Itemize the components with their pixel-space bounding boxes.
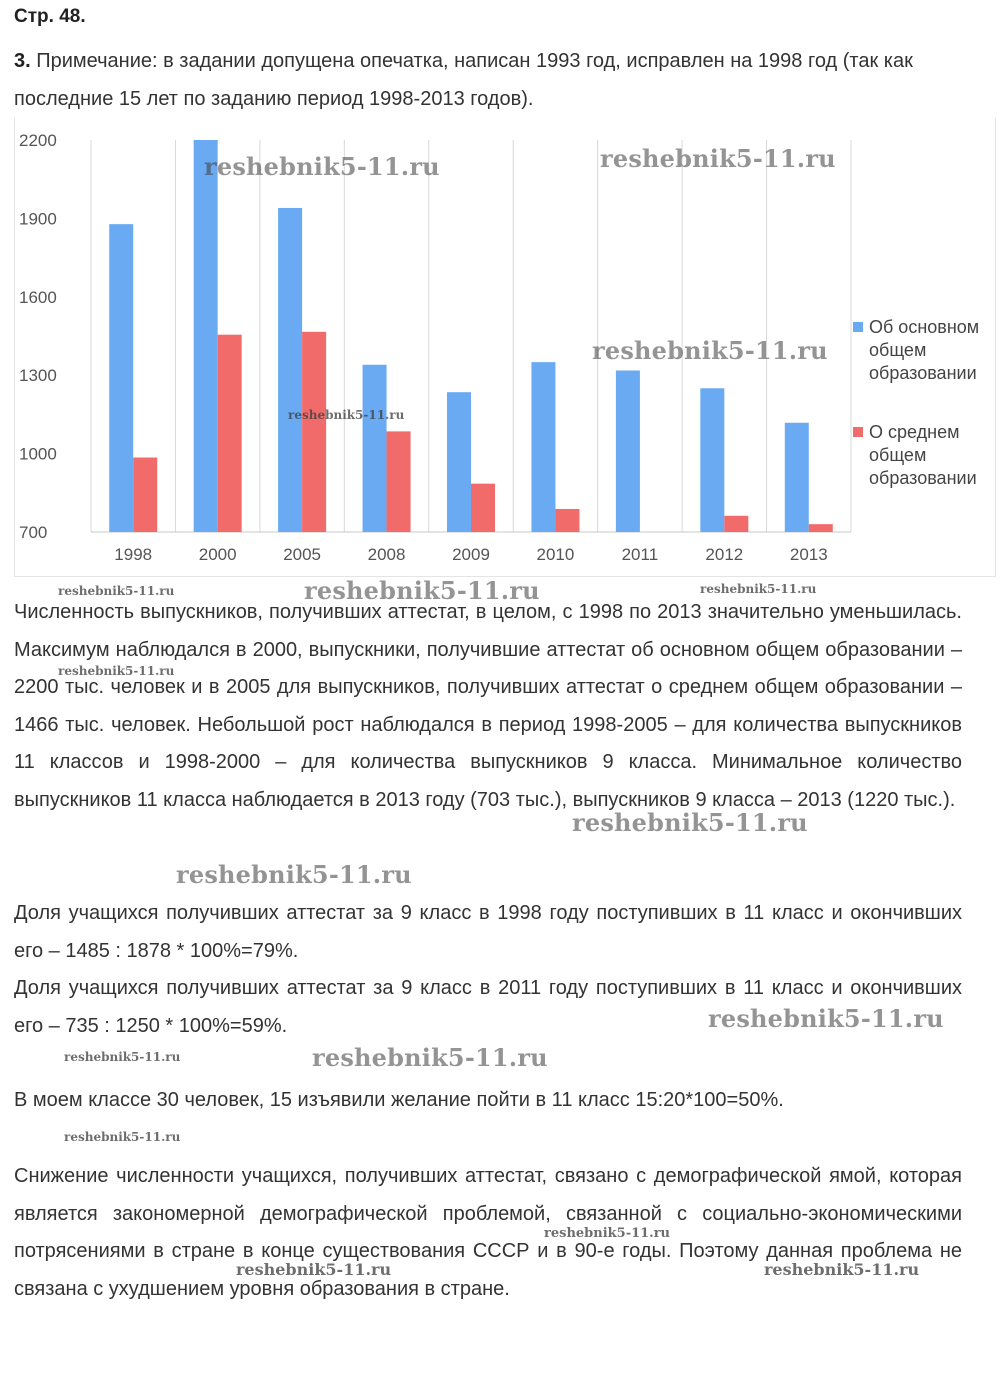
watermark: reshebnik5-11.ru — [708, 1004, 944, 1033]
chart-legend — [853, 316, 993, 526]
watermark: reshebnik5-11.ru — [600, 144, 836, 173]
x-tick-label: 1998 — [114, 545, 153, 564]
x-tick-label: 2009 — [452, 545, 490, 564]
bar-basic — [278, 208, 302, 532]
bar-basic — [363, 365, 387, 532]
legend-item-basic — [853, 316, 993, 385]
watermark: reshebnik5-11.ru — [572, 808, 808, 837]
x-tick-label: 2008 — [367, 545, 406, 564]
bar-secondary — [302, 332, 326, 532]
bar-secondary — [724, 516, 748, 532]
x-tick-label: 2010 — [536, 545, 575, 564]
bar-secondary — [555, 509, 579, 532]
bar-chart — [14, 118, 996, 577]
bar-basic — [447, 392, 471, 532]
x-tick-label: 2013 — [789, 545, 828, 564]
task-number: 3. — [14, 50, 31, 72]
bar-secondary — [133, 458, 157, 532]
bar-basic — [109, 224, 133, 532]
watermark: reshebnik5-11.ru — [236, 1260, 392, 1279]
x-tick-label: 2011 — [621, 545, 659, 564]
paragraph-my-class: В моем классе 30 человек, 15 изъявили желание пойти в 11 класс 15:20*100=50%. — [14, 1089, 784, 1111]
legend-item-secondary — [853, 421, 993, 490]
watermark: reshebnik5-11.ru — [58, 664, 175, 678]
watermark: reshebnik5-11.ru — [700, 582, 817, 596]
watermark: reshebnik5-11.ru — [204, 152, 440, 181]
bar-basic — [616, 370, 640, 532]
bar-basic — [194, 140, 218, 532]
bar-secondary — [809, 524, 833, 532]
x-tick-label: 2012 — [705, 545, 744, 564]
bar-basic — [531, 362, 555, 532]
watermark: reshebnik5-11.ru — [764, 1260, 920, 1279]
bar-chart-svg — [15, 118, 995, 576]
paragraph-conclusion: Снижение численности учащихся, получивших аттестат, связано с демографической ямой, которая является закономерной демографической проблемой, связанной с социально-экономическими потрясениями в стране в конце существования СССР и в 90-е годы. Поэтому данная проблема не связана с ухудшением уровня образования в стране. — [14, 1165, 962, 1300]
legend-swatch-basic — [853, 322, 863, 332]
bar-secondary — [471, 484, 495, 532]
task-note-text: Примечание: в задании допущена опечатка, написан 1993 год, исправлен на 1998 год (так как последние 15 лет по заданию период 1998-2013 годов). — [14, 50, 913, 110]
bar-basic — [785, 423, 809, 532]
watermark: reshebnik5-11.ru — [64, 1050, 181, 1064]
y-tick-label: 2200 — [19, 131, 57, 150]
bar-basic — [700, 388, 724, 532]
watermark: reshebnik5-11.ru — [64, 1130, 181, 1144]
watermark: reshebnik5-11.ru — [58, 584, 175, 598]
y-tick-label: 1900 — [19, 209, 57, 229]
paragraph-share-2011: Доля учащихся получивших аттестат за 9 класс в 2011 году поступивших в 11 класс и окончивших его – 735 : 1250 * 100%=59%. — [14, 977, 962, 1037]
page-number: Стр. 48. — [14, 6, 86, 27]
watermark: reshebnik5-11.ru — [312, 1043, 548, 1072]
task-note — [14, 42, 974, 118]
paragraph-share-1998: Доля учащихся получивших аттестат за 9 класс в 1998 году поступивших в 11 класс и окончивших его – 1485 : 1878 * 100%=79%. — [14, 902, 962, 962]
watermark: reshebnik5-11.ru — [544, 1226, 671, 1241]
legend-swatch-secondary — [853, 427, 863, 437]
bar-secondary — [218, 335, 242, 532]
y-tick-label: 1600 — [19, 287, 57, 307]
x-tick-label: 2005 — [283, 545, 322, 564]
y-tick-label: 700 — [19, 523, 48, 542]
watermark: reshebnik5-11.ru — [176, 860, 412, 889]
legend-label-basic: Об основном общем образовании — [869, 317, 980, 383]
y-tick-label: 1000 — [19, 444, 57, 464]
legend-label-secondary: О среднем общем образовании — [869, 422, 977, 488]
watermark: reshebnik5-11.ru — [592, 336, 828, 365]
watermark: reshebnik5-11.ru — [288, 408, 405, 422]
bar-secondary — [387, 431, 411, 532]
y-tick-label: 1300 — [19, 366, 57, 386]
x-tick-label: 2000 — [198, 545, 237, 564]
watermark: reshebnik5-11.ru — [304, 576, 540, 605]
paragraph-summary: Численность выпускников, получивших аттестат, в целом, с 1998 по 2013 значительно уменьшилась. Максимум наблюдался в 2000, выпускники, получившие аттестат об основном общем образовании – 2200 тыс. человек и в 2005 для выпускников, получивших аттестат о среднем общем образовании – 1466 тыс. человек. Небольшой рост наблюдался в период 1998-2005 – для количества выпускников 11 классов и 1998-2000 – для количества выпускников 9 класса. Минимальное количество выпускников 11 класса наблюдается в 2013 году (703 тыс.), выпускников 9 класса – 2013 (1220 тыс.). — [14, 601, 962, 811]
